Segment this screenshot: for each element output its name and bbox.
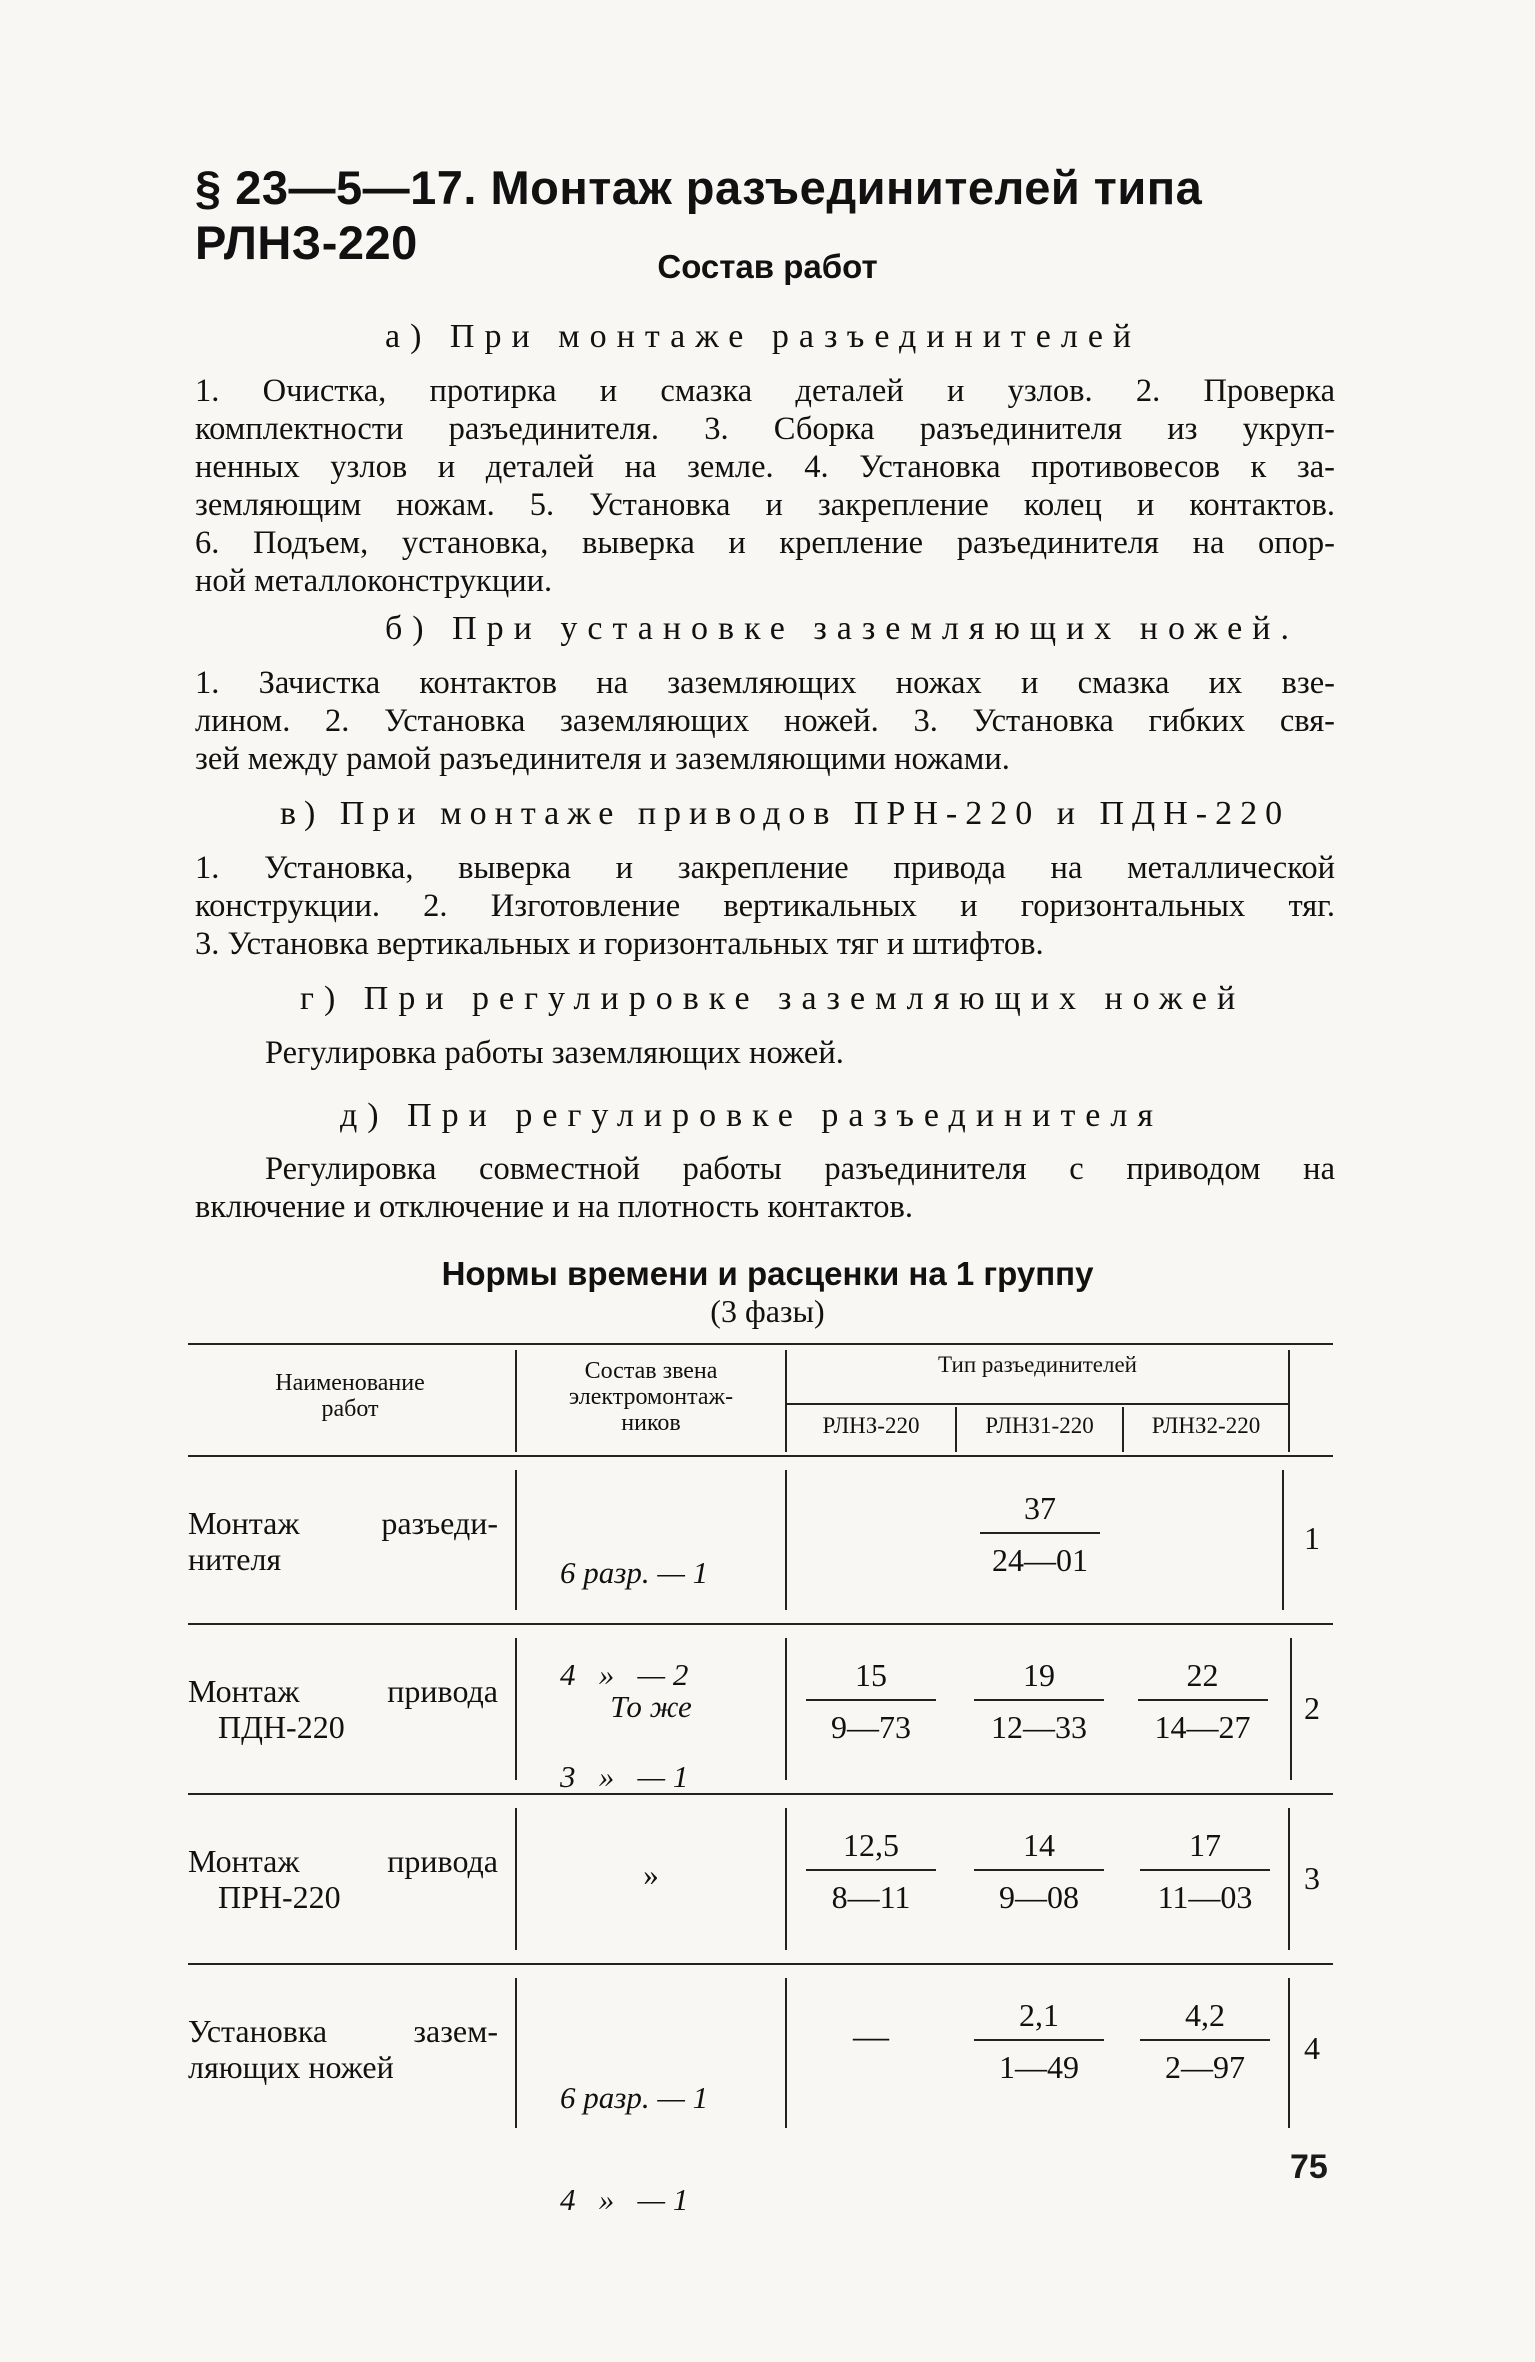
column-rule — [515, 1638, 517, 1780]
header-name-line: работ — [321, 1396, 379, 1422]
crew-line: 4 » — 2 — [560, 1657, 689, 1692]
header-type-rlnz1: РЛНЗ1-220 — [985, 1413, 1094, 1438]
text-line: 3. Установка вертикальных и горизонтальных тяг и штифтов. — [195, 926, 1044, 962]
table-top-rule — [188, 1343, 1333, 1345]
row-name-line: ляющих ножей — [188, 2049, 394, 2085]
text-line: Регулировка совместной работы разъединителя с приводом на — [265, 1151, 1335, 1187]
row-name — [188, 2013, 498, 2085]
fraction-bar — [806, 1699, 936, 1701]
row-divider — [188, 1963, 1333, 1965]
rate-fraction — [1125, 1655, 1280, 1747]
fraction-bar — [974, 2039, 1104, 2041]
row-number: 2 — [1304, 1690, 1320, 1726]
section-b-text — [195, 664, 1335, 778]
rate-fraction — [1125, 1825, 1285, 1917]
crew-line: 3 » — 1 — [560, 1759, 689, 1794]
crew-line: 4 » — 1 — [560, 2182, 689, 2217]
time-norm: 14 — [1023, 1827, 1055, 1863]
row-divider — [188, 1793, 1333, 1795]
row-name-line: ПРН-220 — [218, 1879, 341, 1915]
text-line: Регулировка работы заземляющих ножей. — [265, 1035, 844, 1071]
text-line: ненных узлов и деталей на земле. 4. Установка противовесов к за- — [195, 449, 1335, 485]
column-rule — [1122, 1407, 1124, 1452]
section-heading: § 23—5—17. Монтаж разъединителей типа РЛНЗ-220 — [195, 161, 1203, 269]
column-rule — [1288, 1978, 1290, 2128]
column-rule — [1288, 1350, 1290, 1452]
column-rule — [1282, 1470, 1284, 1610]
rate-fraction — [958, 1825, 1120, 1917]
price-rate: 1—49 — [999, 2049, 1079, 2085]
time-norm: 19 — [1023, 1657, 1055, 1693]
row-crew: То же — [610, 1689, 692, 1724]
text-line: включение и отключение и на плотность контактов. — [195, 1189, 913, 1225]
row-name — [188, 1505, 498, 1577]
fraction-bar — [1140, 1869, 1270, 1871]
section-c-text — [195, 849, 1335, 963]
price-rate: 24—01 — [992, 1542, 1088, 1578]
table-header-rule — [188, 1455, 1333, 1457]
row-number: 1 — [1304, 1520, 1320, 1556]
no-value-dash: — — [853, 2016, 889, 2056]
section-d-text — [265, 1034, 1335, 1072]
row-crew — [560, 1488, 708, 1862]
time-norm: 15 — [855, 1657, 887, 1693]
section-a-title: а) При монтаже разъединителей — [385, 318, 1142, 355]
time-norm: 37 — [1024, 1490, 1056, 1526]
time-norm: 12,5 — [843, 1827, 899, 1863]
price-rate: 12—33 — [991, 1709, 1087, 1745]
text-line: ной металлоконструкции. — [195, 563, 553, 599]
crew-line: 6 разр. — 1 — [560, 1555, 709, 1590]
time-norm: 4,2 — [1185, 1997, 1225, 2033]
page-number: 75 — [1290, 2148, 1328, 2186]
text-line: земляющим ножам. 5. Установка и закрепление колец и контактов. — [195, 487, 1335, 523]
price-rate: 9—73 — [831, 1709, 911, 1745]
rate-fraction — [1125, 1995, 1285, 2087]
row-name-line: Установка зазем- — [188, 2013, 498, 2049]
section-d-title: г) При регулировке заземляющих ножей — [300, 980, 1246, 1017]
header-type-rlnz2: РЛНЗ2-220 — [1151, 1413, 1261, 1438]
text-line: 1. Установка, выверка и закрепление привода на металлической — [195, 850, 1335, 886]
fraction-bar — [1140, 2039, 1270, 2041]
text-line: 6. Подъем, установка, выверка и крепление разъединителя на опор- — [195, 525, 1335, 561]
time-norm: 17 — [1189, 1827, 1221, 1863]
fraction-bar — [974, 1699, 1104, 1701]
section-e-title: д) При регулировке разъединителя — [340, 1097, 1163, 1134]
text-line: комплектности разъединителя. 3. Сборка разъединителя из укруп- — [195, 411, 1335, 447]
fraction-bar — [1138, 1699, 1268, 1701]
row-name — [188, 1843, 498, 1915]
column-rule — [785, 1978, 787, 2128]
rate-fraction — [958, 1995, 1120, 2087]
column-rule — [785, 1638, 787, 1780]
row-crew — [560, 2013, 708, 2285]
price-rate: 14—27 — [1154, 1709, 1251, 1745]
row-number: 4 — [1304, 2030, 1320, 2066]
column-rule — [515, 1350, 517, 1452]
column-rule — [515, 1470, 517, 1610]
column-rule — [785, 1350, 787, 1452]
column-rule — [785, 1808, 787, 1950]
price-rate: 2—97 — [1165, 2049, 1245, 2085]
header-name-line: Наименование — [275, 1370, 425, 1396]
column-rule — [955, 1407, 957, 1452]
row-name-line: нителя — [188, 1541, 282, 1577]
type-subheader-rule — [785, 1403, 1290, 1405]
header-crew-line: электромонтаж- — [568, 1384, 734, 1410]
rate-fraction — [958, 1655, 1120, 1747]
header-crew-line: Состав звена — [584, 1358, 718, 1384]
table-subtitle: (3 фазы) — [710, 1293, 825, 1329]
fraction-bar — [974, 1869, 1104, 1871]
header-crew-line: ников — [621, 1410, 681, 1436]
column-rule — [785, 1470, 787, 1610]
row-divider — [188, 1623, 1333, 1625]
fraction-bar — [980, 1532, 1100, 1534]
header-type-rlnz: РЛНЗ-220 — [822, 1413, 920, 1438]
column-rule — [515, 1808, 517, 1950]
row-number: 3 — [1304, 1860, 1320, 1896]
work-composition-title: Состав работ — [657, 248, 878, 285]
text-line: 1. Зачистка контактов на заземляющих ножах и смазка их взе- — [195, 665, 1335, 701]
rate-fraction — [790, 1655, 952, 1747]
row-name-line: Монтаж разъеди- — [188, 1505, 498, 1541]
section-a-text — [195, 372, 1335, 600]
section-e-text — [195, 1150, 1335, 1226]
fraction-bar — [806, 1869, 936, 1871]
row-crew: » — [643, 1857, 659, 1892]
time-norm: 22 — [1186, 1657, 1219, 1693]
row-name-line: ПДН-220 — [218, 1709, 345, 1745]
header-name — [190, 1370, 510, 1422]
row-name — [188, 1673, 498, 1745]
price-rate: 11—03 — [1157, 1879, 1253, 1915]
row-name-line: Монтаж привода — [188, 1673, 498, 1709]
header-crew — [520, 1358, 782, 1436]
text-line: лином. 2. Установка заземляющих ножей. 3. Установка гибких свя- — [195, 703, 1335, 739]
column-rule — [515, 1978, 517, 2128]
rate-fraction — [790, 1825, 952, 1917]
text-line: 1. Очистка, протирка и смазка деталей и узлов. 2. Проверка — [195, 373, 1335, 409]
price-rate: 8—11 — [831, 1879, 911, 1915]
crew-line: 6 разр. — 1 — [560, 2080, 709, 2115]
header-type-group: Тип разъединителей — [938, 1352, 1137, 1377]
price-rate: 9—08 — [999, 1879, 1079, 1915]
text-line: конструкции. 2. Изготовление вертикальных и горизонтальных тяг. — [195, 888, 1335, 924]
row-name-line: Монтаж привода — [188, 1843, 498, 1879]
column-rule — [1288, 1808, 1290, 1950]
text-line: зей между рамой разъединителя и заземляющими ножами. — [195, 741, 1010, 777]
rate-fraction — [950, 1488, 1130, 1580]
section-c-title: в) При монтаже приводов ПРН-220 и ПДН-220 — [280, 795, 1291, 832]
table-title: Нормы времени и расценки на 1 группу — [441, 1255, 1094, 1292]
section-b-title: б) При установке заземляющих ножей. — [385, 610, 1299, 647]
time-norm: 2,1 — [1019, 1997, 1059, 2033]
